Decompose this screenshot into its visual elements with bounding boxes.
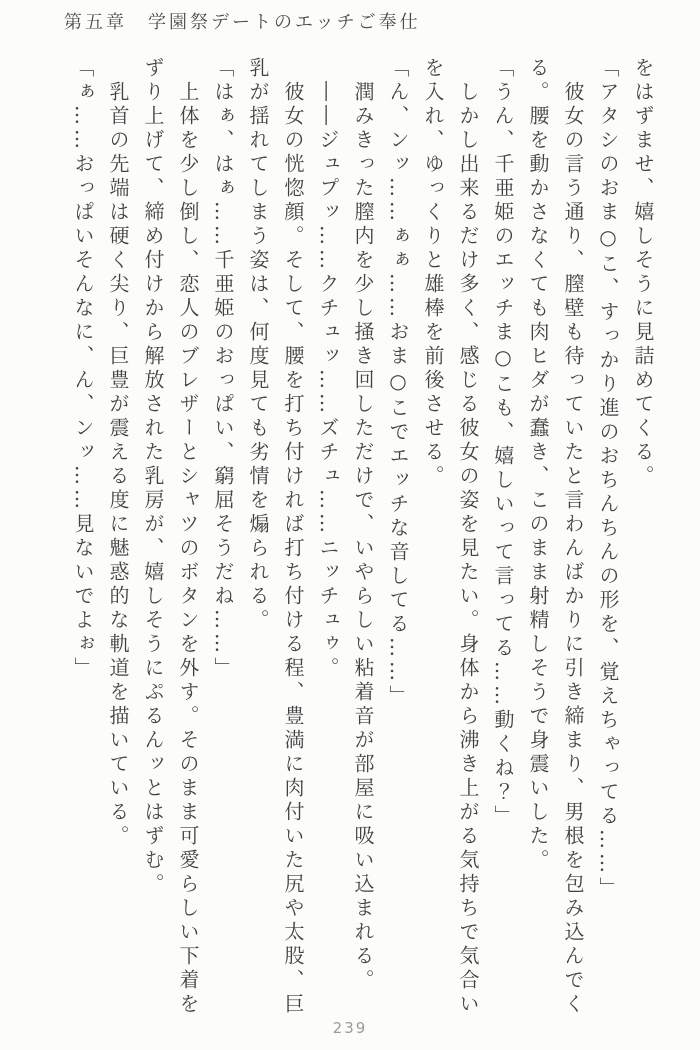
body-text: [65, 57, 660, 1017]
text-line: を入れ、ゆっくりと雄棒を前後させる。: [421, 57, 445, 489]
text-line: 乳首の先端は硬く尖り、巨豊が震える度に魅惑的な軌道を描いている。: [106, 81, 130, 849]
text-line: 「うん、千亜姫のエッチま○こも、嬉しいって言ってる……動くね？」: [491, 57, 515, 829]
page-number: 239: [332, 1019, 368, 1037]
text-line: 「はぁ、はぁ……千亜姫のおっぱい、窮屈そうだね……」: [211, 57, 235, 681]
text-line: 彼女の言う通り、膣壁も待っていたと言わんばかりに引き締まり、男根を包み込んでく: [561, 81, 585, 1017]
text-line: る。腰を動かさなくても肉ヒダが蠢き、このまま射精しそうで身震いした。: [526, 57, 550, 873]
text-line: 上体を少し倒し、恋人のブレザーとシャツのボタンを外す。そのまま可愛らしい下着を: [176, 81, 200, 1017]
text-line: 「アタシのおま○こ、すっかり進のおちんちんの形を、覚えちゃってる……」: [596, 57, 620, 901]
text-line: 乳が揺れてしまう姿は、何度見ても劣情を煽られる。: [246, 57, 270, 633]
text-line: 「ぁ……おっぱいそんなに、ん、ンッ……見ないでよぉ」: [71, 57, 95, 681]
text-line: ――ジュプッ……クチュッ……ズチュ……ニッチュゥ。: [316, 81, 340, 681]
text-line: 「ん、ンッ……ぁぁ……おま○こでエッチな音してる……」: [386, 57, 410, 709]
text-line: しかし出来るだけ多く、感じる彼女の姿を見たい。身体から沸き上がる気持ちで気合い: [456, 81, 480, 1017]
text-line: ずり上げて、締め付けから解放された乳房が、嬉しそうにぷるんッとはずむ。: [141, 57, 165, 897]
text-line: 潤みきった膣内を少し掻き回しただけで、いやらしい粘着音が部屋に吸い込まれる。: [351, 81, 375, 993]
text-line: をはずませ、嬉しそうに見詰めてくる。: [631, 57, 655, 489]
chapter-header: 第五章 学園祭デートのエッチご奉仕: [64, 12, 421, 33]
text-line: 彼女の恍惚顔。そして、腰を打ち付ければ打ち付ける程、豊満に肉付いた尻や太股、巨: [281, 81, 305, 1017]
